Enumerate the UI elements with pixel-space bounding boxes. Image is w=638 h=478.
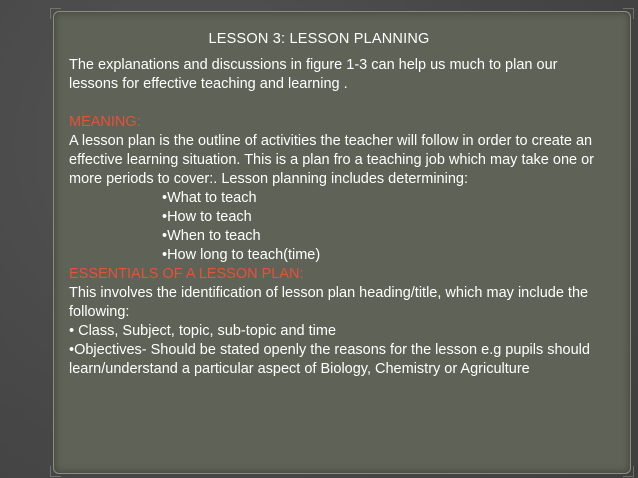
list-item: •How to teach — [162, 209, 252, 225]
essentials-heading: ESSENTIALS OF A LESSON PLAN: — [69, 266, 304, 282]
slide-title: LESSON 3: LESSON PLANNING — [208, 31, 430, 47]
determining-list — [69, 189, 609, 265]
list-item: •What to teach — [162, 190, 257, 206]
essentials-item: •Objectives- Should be stated openly the reasons for the lesson e.g pupils should learn/understand a particular aspect of Biology, Chemistry or Agriculture — [69, 342, 590, 377]
corner-decoration — [50, 466, 61, 477]
corner-decoration — [623, 466, 634, 477]
corner-decoration — [50, 8, 61, 19]
list-item: •How long to teach(time) — [162, 247, 321, 263]
meaning-paragraph: A lesson plan is the outline of activities the teacher will follow in order to create an effective learning situation. This is a plan fro a teaching job which may take one or more periods to cover:. Lesson planning includes determining: — [69, 133, 594, 187]
slide-body — [69, 56, 609, 379]
list-item: •When to teach — [162, 228, 261, 244]
meaning-heading: MEANING: — [69, 114, 141, 130]
intro-paragraph: The explanations and discussions in figure 1-3 can help us much to plan our lessons for effective teaching and learning . — [69, 57, 558, 92]
essentials-item: • Class, Subject, topic, sub-topic and time — [69, 323, 337, 339]
spacer — [69, 94, 609, 113]
essentials-paragraph: This involves the identification of lesson plan heading/title, which may include the following: — [69, 285, 589, 320]
corner-decoration — [623, 8, 634, 19]
